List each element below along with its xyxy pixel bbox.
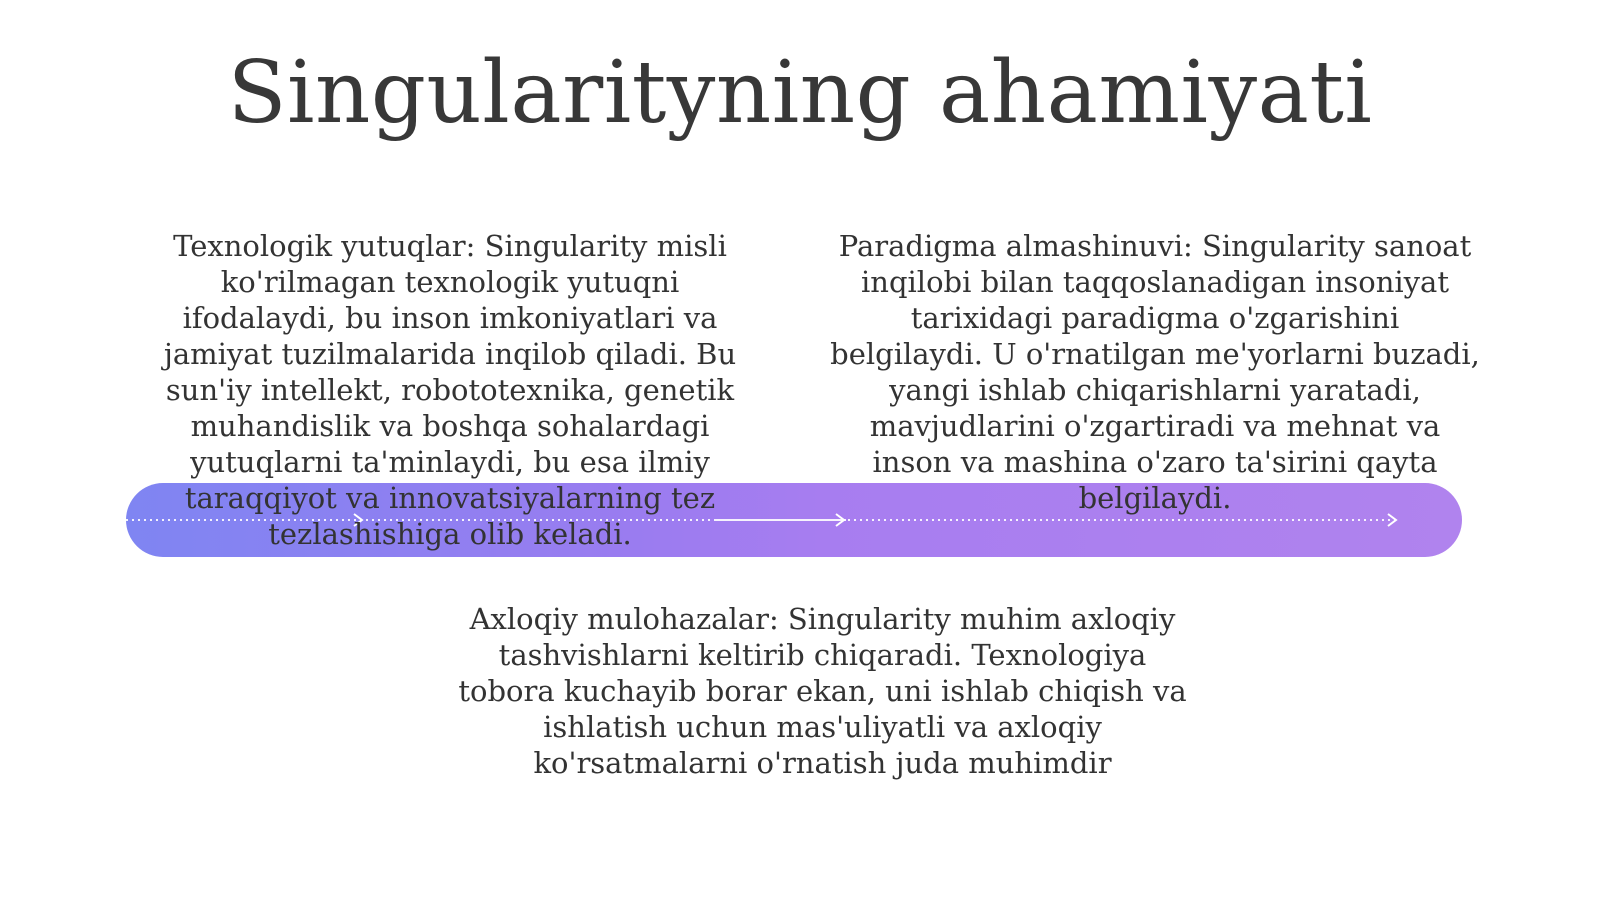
slide-title: Singularityning ahamiyati [227, 43, 1373, 143]
point-paradigm-shift: Paradigma almashinuvi: Singularity sanoat inqilobi bilan taqqoslanadigan insoniyat tarixidagi paradigma o'zgarishini belgilaydi. U o'rnatilgan me'yorlarni buzadi, yangi ishlab chiqarishlarni yaratadi, mavjudlarini o'zgartiradi va mehnat va inson va mashina o'zaro ta'sirini qayta belgilaydi. [830, 229, 1480, 515]
point-ethical-considerations: Axloqiy mulohazalar: Singularity muhim axloqiy tashvishlarni keltirib chiqaradi. Texnologiya tobora kuchayib borar ekan, uni ishlab chiqish va ishlatish uchun mas'uliyatli va axloqiy ko'rsatmalarni o'rnatish juda muhimdir [458, 602, 1187, 780]
point-technological-breakthrough: Texnologik yutuqlar: Singularity misli ko'rilmagan texnologik yutuqni ifodalaydi, bu inson imkoniyatlari va jamiyat tuzilmalarida inqilob qiladi. Bu sun'iy intellekt, robototexnika, genetik muhandislik va boshqa sohalardagi yutuqlarni ta'minlaydi, bu esa ilmiy taraqqiyot va innovatsiyalarning tez tezlashishiga olib keladi. [163, 229, 737, 551]
